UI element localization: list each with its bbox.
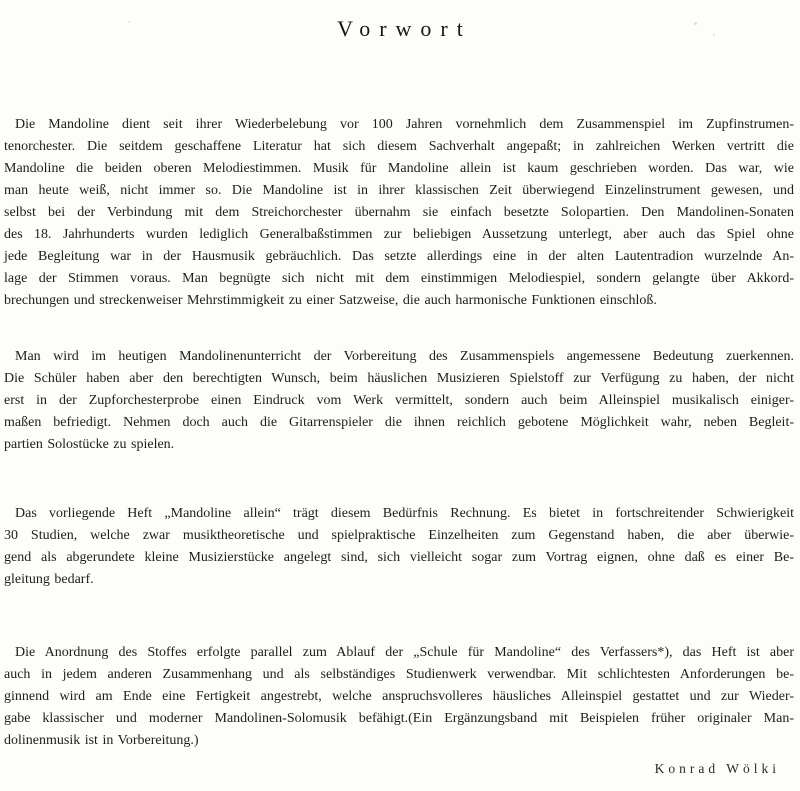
paragraph-4 bbox=[0, 642, 800, 752]
scan-speck bbox=[694, 22, 697, 25]
text-line: ginnend wird am Ende eine Fertigkeit angestrebt, welche anspruchsvolleres häusliches Alleinspiel gestattet und zur Wieder- bbox=[4, 689, 794, 704]
text-line: selbst bei der Verbindung mit dem Streichorchester übernahm sie einfach besetzte Solopartien. Den Mandolinen-Sonaten bbox=[4, 205, 794, 220]
text-line: Die Mandoline dient seit ihrer Wiederbelebung vor 100 Jahren vornehmlich dem Zusammenspiel im Zupfinstrumen- bbox=[15, 117, 794, 132]
page-title: Vorwort bbox=[337, 16, 472, 41]
text-line: Man wird im heutigen Mandolinenunterricht der Vorbereitung des Zusammenspiels angemessene Bedeutung zuerkennen. bbox=[15, 349, 794, 364]
text-line: Mandoline die beiden oberen Melodiestimmen. Musik für Mandoline allein ist kaum geschrieben worden. Das war, wie bbox=[4, 161, 794, 176]
text-line: Die Schüler haben aber den berechtigten Wunsch, beim häuslichen Musizieren Spielstoff zur Verfügung zu haben, der nicht bbox=[4, 371, 794, 386]
text-line: maßen befriedigt. Nehmen doch auch die Gitarrenspieler die ihnen reichlich gebotene Möglichkeit wahr, neben Begleit- bbox=[4, 415, 794, 430]
scan-speck bbox=[128, 21, 130, 23]
text-line: gend als abgerundete kleine Musizierstücke angelegt sind, sich vielleicht sogar zum Vortrag eignen, ohne daß es einer Be- bbox=[4, 550, 794, 565]
text-line: brechungen und streckenweiser Mehrstimmigkeit zu einer Satzweise, die auch harmonische Funktionen einschloß. bbox=[4, 293, 657, 308]
text-line: tenorchester. Die seitdem geschaffene Literatur hat sich diesem Sachverhalt angepaßt; in zahlreichen Werken vertritt die bbox=[4, 139, 794, 154]
text-line: man heute weiß, nicht immer so. Die Mandoline ist in ihrer klassischen Zeit überwiegend Einzelinstrument gewesen, und bbox=[4, 183, 794, 198]
text-line: Die Anordnung des Stoffes erfolgte parallel zum Ablauf der „Schule für Mandoline“ des Verfassers*), das Heft ist aber bbox=[15, 645, 794, 660]
text-line: dolinenmusik ist in Vorbereitung.) bbox=[4, 733, 199, 748]
text-line: 30 Studien, welche zwar musiktheoretische und spielpraktische Einzelheiten zum Gegenstand haben, die aber überwie- bbox=[4, 528, 794, 543]
paragraph-3 bbox=[0, 503, 800, 591]
text-line: Das vorliegende Heft „Mandoline allein“ trägt diesem Bedürfnis Rechnung. Es bietet in fortschreitender Schwierigkeit bbox=[15, 506, 794, 521]
text-line: gleitung bedarf. bbox=[4, 572, 94, 587]
paragraph-2 bbox=[0, 346, 800, 456]
scan-speck bbox=[713, 34, 715, 36]
text-line: partien Solostücke zu spielen. bbox=[4, 437, 175, 452]
author-signature: Konrad Wölki bbox=[654, 761, 780, 776]
text-line: des 18. Jahrhunderts wurden lediglich Generalbaßstimmen zur beliebigen Aussetzung unterlegt, aber auch das Spiel ohne bbox=[4, 227, 794, 242]
text-line: erst in der Zupforchesterprobe einen Eindruck vom Werk vermittelt, sondern auch beim Alleinspiel musikalisch einiger- bbox=[4, 393, 794, 408]
paragraph-1 bbox=[0, 114, 800, 312]
text-line: gabe klassischer und moderner Mandolinen-Solomusik befähigt.(Ein Ergänzungsband mit Beispielen früher originaler Man- bbox=[4, 711, 794, 726]
text-line: lage der Stimmen voraus. Man begnügte sich nicht mit dem einstimmigen Melodiespiel, sondern gelangte über Akkord- bbox=[4, 271, 794, 286]
text-line: jede Begleitung war in der Hausmusik gebräuchlich. Das setzte allerdings eine in der alten Lautentradion wurzelnde An- bbox=[4, 249, 794, 264]
text-line: auch in jedem anderen Zusammenhang und als selbständiges Studienwerk verwendbar. Mit schlichtesten Anforderungen be- bbox=[4, 667, 794, 682]
